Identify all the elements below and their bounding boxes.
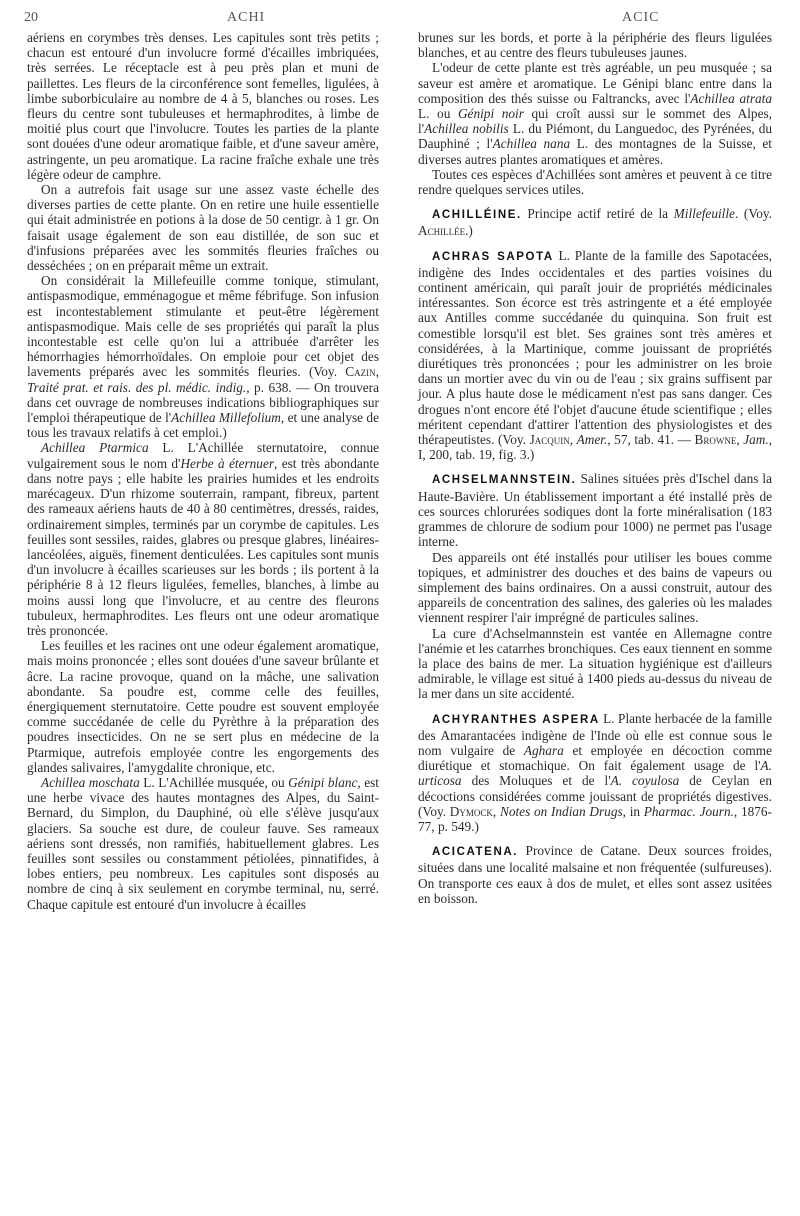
paragraph: aériens en corymbes très denses. Les capitules sont très petits ; chacun est entouré d'un involucre formé d'écailles imbriquées, très serrées. Le réceptacle est à peu près plan et muni de paillettes. Les fleurs de la circonférence sont femelles, ligulées, à limbe suborbiculaire au nombre de 4 à 5, blanches ou roses. Les fleurs du centre sont tubuleuses et hermaphrodites, à limbe de moitié plus court que l'involucre. Toutes les parties de la plante sont douées d'une odeur aromatique faible, et d'une saveur amère, astringente, un peu aromatique. La racine fraîche exhale une très légère odeur de camphre. <box>27 30 379 182</box>
entry-headword: ACHRAS SAPOTA <box>432 250 554 263</box>
paragraph: Achillea moschata L. L'Achillée musquée, ou Génipi blanc, est une herbe vivace des hautes montagnes des Alpes, du Saint-Bernard, du Simplon, du Dauphiné, où elle s'élève jusqu'aux glaciers. Sa souche est dure, de couleur fauve. Ses rameaux aériens sont dressés, non ramifiés, habituellement glabres. Les feuilles sont sessiles ou constamment pétiolées, pinnatifides, à lobes entiers, peu nombreux. Les capitules sont disposés au nombre de cinq à six seulement en corymbe terminal, nu, serré. Chaque capitule est entouré d'un involucre à écailles <box>27 774 379 912</box>
paragraph: On a autrefois fait usage sur une assez vaste échelle des diverses parties de cette plante. On en retire une huile essentielle qui était administrée en potions à la dose de 50 centigr. à 1 gr. On faisait usage également de son eau distillée, de son suc et d'infusions préparées avec les sommités fleuries fraîches ou desséchées ; on en préparait même un extrait. <box>27 182 379 274</box>
entry-headword: ACHSELMANNSTEIN. <box>432 474 577 487</box>
entry-headword: ACICATENA. <box>432 846 519 859</box>
page-number: 20 <box>24 10 38 25</box>
entry-achilleine: ACHILLÉINE. Principe actif retiré de la Millefeuille. (Voy. Achillée.) <box>418 206 772 239</box>
running-head-right: ACIC <box>622 10 660 25</box>
species-name: Achillea Millefolium <box>171 410 281 426</box>
paragraph: Toutes ces espèces d'Achillées sont amères et peuvent à ce titre rendre quelques services utiles. <box>418 166 772 198</box>
entry-achselmannstein: ACHSELMANNSTEIN. Salines situées près d'Ischel dans la Haute-Bavière. Un établissement important a été installé près de ces sources chlorurées sodiques dont la forte minéralisation (183 grammes de chlorure de sodium pour 1000) ne permet pas l'usage interne. <box>418 471 772 550</box>
paragraph: La cure d'Achselmannstein est vantée en Allemagne contre l'anémie et les catarrhes bronchiques. Ces eaux tiennent en somme la place des bains de mer. La situation hygiénique est d'ailleurs admirable, le village est situé à 1400 pieds au-dessus du niveau de la mer dans un site accidenté. <box>418 625 772 702</box>
paragraph: Achillea Ptarmica L. L'Achillée sternutatoire, connue vulgairement sous le nom d'Herbe à éternuer, est très abondante dans notre pays ; elle habite les prairies humides et les endroits marécageux. D'un rhizome souterrain, rampant, fibreux, partent des rameaux aériens hauts de 40 à 80 centimètres, dressés, raides, ordinairement simples, terminés par un corymbe de capitules. Les feuilles sont sessiles, raides, glabres ou presque glabres, linéaires-lancéolées, aiguës, finement denticulées. Les capitules sont munis d'un involucre à écailles scarieuses sur les bords ; ils portent à la périphérie 8 à 12 fleurs ligulées, femelles, blanches, à limbe au moins aussi long que l'involucre, et au centre des fleurons tubuleux, hermaphrodites. Les fleurs ont une odeur aromatique très prononcée. <box>27 440 380 638</box>
right-column <box>418 30 772 906</box>
left-column <box>27 30 379 912</box>
species-name: Achillea Ptarmica <box>41 440 149 456</box>
species-name: Achillea moschata <box>41 774 140 790</box>
paragraph: On considérait la Millefeuille comme tonique, stimulant, antispasmodique, emménagogue et même fébrifuge. Son infusion est incontestablement stimulante et peut-être légèrement antispasmodique. Mais celle de ses propriétés qui paraît la plus incontestable est celle qu'on lui a attribuée d'arrêter les hémorrhagies hémorrhoïdales. On emploie pour cet objet des lavements préparés avec les sommités fleuries. (Voy. Cazin, Traité prat. et rais. des pl. médic. indig., p. 638. — On trouvera dans cet ouvrage de nombreuses indications bibliographiques sur l'emploi thérapeutique de l'Achillea Millefolium, et une analyse de tous les travaux relatifs à cet emploi.) <box>27 273 379 441</box>
author-ref: Cazin <box>345 364 376 380</box>
paragraph: L'odeur de cette plante est très agréable, un peu musquée ; sa saveur est amère et aromatique. Le Génipi blanc entre dans la composition des thés suisse ou Faltrancks, avec l'Achillea atrata L. ou Génipi noir qui croît aussi sur le sommet des Alpes, l'Achillea nobilis L. du Piémont, du Languedoc, des Pyrénées, du Dauphiné ; l'Achillea nana L. des montagnes de la Suisse, et diverses autres plantes aromatiques et amères. <box>418 60 772 167</box>
entry-achyranthes-aspera: ACHYRANTHES ASPERA L. Plante herbacée de la famille des Amarantacées indigène de l'Inde où elle est connue sous le nom vulgaire de Aghara et employée en décoction comme diurétique et stomachique. On fait également usage de l'A. urticosa des Moluques et de l'A. coyulosa de Ceylan en décoctions considérées comme jouissant de propriétés digestives. (Voy. Dymock, Notes on Indian Drugs, in Pharmac. Journ., 1876-77, p. 549.) <box>418 710 773 834</box>
common-name: Génipi blanc <box>288 774 358 790</box>
page-header <box>24 6 776 30</box>
entry-headword: ACHILLÉINE. <box>432 209 522 222</box>
entry-acicatena: ACICATENA. Province de Catane. Deux sources froides, situées dans une localité malsaine et non fréquentée (sulfureuses). On transporte ces eaux à dos de mulet, et elles sont assez usitées en boisson. <box>418 843 772 906</box>
paragraph: brunes sur les bords, et porte à la périphérie des fleurs ligulées blanches, et au centre des fleurs tubuleuses jaunes. <box>418 30 772 61</box>
entry-achras-sapota: ACHRAS SAPOTA L. Plante de la famille des Sapotacées, indigène des Indes occidentales et des parties voisines du continent américain, qui paraît jouir de propriétés médicinales intéressantes. Son écorce est très astringente et a été employée aux Antilles comme succédanée du quinquina. Son fruit est comestible lorsqu'il est blet. Ses graines sont très amères et considérées, à la Martinique, comme jouissant de propriétés diurétiques très prononcées ; pour les administrer on les broie dans un mortier avec du vin ou de l'eau ; six grains suffisent par jour. A plus haute dose le médicament n'est pas sans danger. Ces drogues n'ont encore été l'objet d'aucune étude scientifique ; elles méritent cependant d'attirer l'attention des physiologistes et des thérapeutistes. (Voy. Jacquin, Amer., 57, tab. 41. — Browne, Jam., I, 200, tab. 19, fig. 3.) <box>418 247 773 463</box>
paragraph: Les feuilles et les racines ont une odeur également aromatique, mais moins prononcée ; elles sont douées d'une saveur brûlante et âcre. La racine provoque, quand on la mâche, une salivation abondante. Sa poudre est, comme celle des feuilles, énergiquement sternutatoire. Cette poudre est souvent employée comme succédanée de celle du Pyrèthre à la préparation des poudres insecticides. On ne se sert plus en médecine de la Ptarmique, autrefois employée contre les engorgements des glandes salivaires, l'amygdalite chronique, etc. <box>27 638 379 775</box>
running-head-left: ACHI <box>227 10 266 25</box>
entry-headword: ACHYRANTHES ASPERA <box>432 713 600 726</box>
work-title: Traité prat. et rais. des pl. médic. indig. <box>27 379 247 395</box>
common-name: Herbe à éternuer <box>180 455 275 471</box>
paragraph: Des appareils ont été installés pour utiliser les boues comme topiques, et administrer des douches et des bains de vapeurs ou simplement des bains ordinaires. On a aussi construit, autour des appareils de concentration des salines, des galeries où les malades viennent respirer l'air imprégné de particules salines. <box>418 549 772 626</box>
